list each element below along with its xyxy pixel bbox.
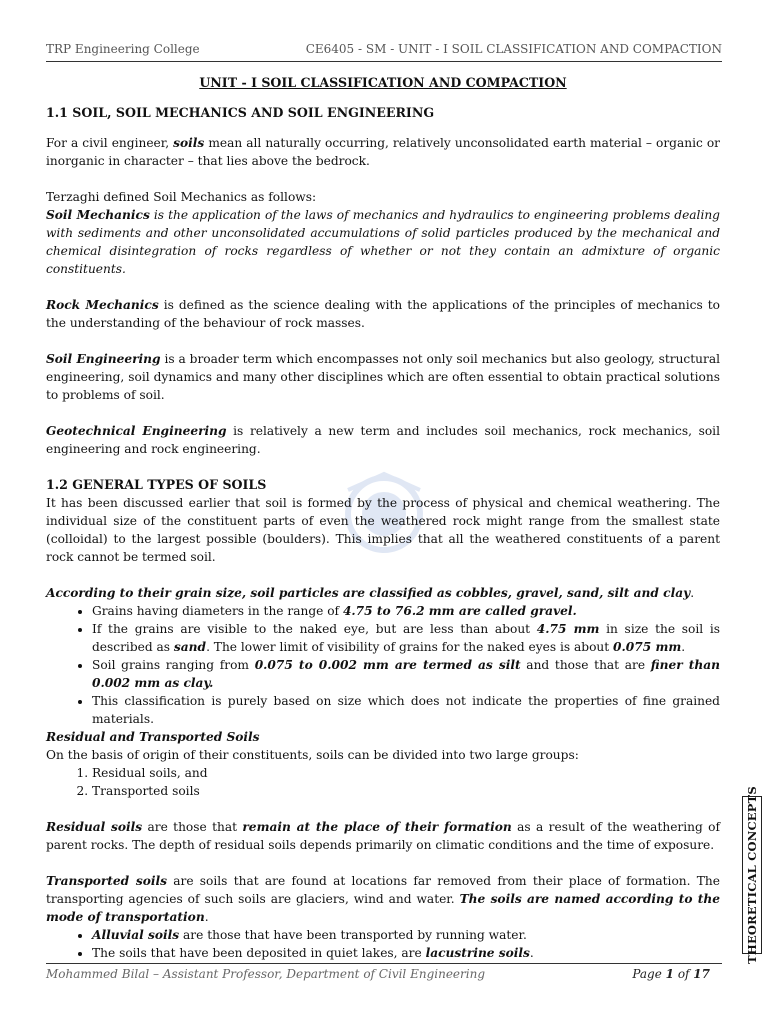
- page-number: Page 1 of 17: [632, 967, 710, 981]
- list-item: 1. Residual soils, and: [92, 764, 720, 782]
- side-tab-label: THEORETICAL CONCEPTS: [745, 786, 759, 964]
- paragraph-residual-soils: Residual soils are those that remain at the place of their formation as a result of the weathering of parent rocks. The depth of residual soils depends primarily on climatic conditions and the time of exposure.: [46, 820, 720, 852]
- page-header: [46, 42, 722, 62]
- paragraph-grain-size: According to their grain size, soil particles are classified as cobbles, gravel, sand, silt and clay.: [46, 586, 695, 600]
- list-item: • Soil grains ranging from 0.075 to 0.002 mm are termed as silt and those that are finer than 0.002 mm as clay.: [92, 656, 720, 692]
- list-item: • The soils that have been deposited in quiet lakes, are lacustrine soils.: [92, 944, 720, 962]
- list-item: 2. Transported soils: [92, 782, 720, 800]
- paragraph-soils-definition: For a civil engineer, soils mean all naturally occurring, relatively unconsolidated earth material – organic or inorganic in character – that lies above the bedrock.: [46, 136, 721, 168]
- list-item: • Grains having diameters in the range of 4.75 to 76.2 mm are called gravel.: [92, 602, 720, 620]
- list-item: • Alluvial soils are those that have been transported by running water.: [92, 926, 720, 944]
- subheading-residual-transported: Residual and Transported Soils: [46, 730, 260, 744]
- paragraph-soil-engineering: Soil Engineering is a broader term which encompasses not only soil mechanics but also geology, structural engineering, soil dynamics and many other disciplines which are often essential to obtain practical solutions to problems of soil.: [46, 352, 720, 402]
- list-item: • If the grains are visible to the naked eye, but are less than about 4.75 mm in size the soil is described as sand. The lower limit of visibility of grains for the naked eyes is about 0.075 mm.: [92, 620, 720, 656]
- paragraph-weathering: It has been discussed earlier that soil is formed by the process of physical and chemical weathering. The individual size of the constituent parts of even the weathered rock might range from the smallest state (colloidal) to the largest possible (boulders). This implies that all the weathered constituents of a parent rock cannot be termed soil.: [46, 496, 720, 564]
- paragraph-terzaghi: Terzaghi defined Soil Mechanics as follows:: [46, 190, 317, 204]
- list-item: • This classification is purely based on size which does not indicate the properties of fine grained materials.: [92, 692, 720, 728]
- grain-size-list: [46, 602, 720, 728]
- header-college: TRP Engineering College: [46, 42, 200, 56]
- paragraph-origin: On the basis of origin of their constituents, soils can be divided into two large groups:: [46, 748, 579, 762]
- document-body: [46, 74, 720, 962]
- footer-author: Mohammed Bilal – Assistant Professor, Department of Civil Engineering: [46, 967, 486, 981]
- page-footer: [46, 963, 722, 981]
- side-tab: [742, 786, 762, 964]
- section-heading-1-1: 1.1 SOIL, SOIL MECHANICS AND SOIL ENGINEERING: [46, 105, 435, 120]
- paragraph-transported-soils: Transported soils are soils that are found at locations far removed from their place of formation. The transporting agencies of such soils are glaciers, wind and water. The soils are named according to the mode of transportation.: [46, 874, 720, 924]
- transported-soils-list: [46, 926, 720, 962]
- section-heading-1-2: 1.2 GENERAL TYPES OF SOILS: [46, 477, 267, 492]
- document-title: UNIT - I SOIL CLASSIFICATION AND COMPACTION: [199, 75, 567, 90]
- soil-groups-list: [46, 764, 720, 800]
- paragraph-rock-mechanics: Rock Mechanics is defined as the science dealing with the applications of the principles of mechanics to the understanding of the behaviour of rock masses.: [46, 298, 721, 330]
- header-course: CE6405 - SM - UNIT - I SOIL CLASSIFICATION AND COMPACTION: [305, 42, 722, 56]
- paragraph-soil-mechanics: Soil Mechanics is the application of the laws of mechanics and hydraulics to engineering problems dealing with sediments and other unconsolidated accumulations of solid particles produced by the mechanical and chemical disintegration of rocks regardless of whether or not they contain an admixture of organic constituents.: [46, 208, 720, 276]
- paragraph-geotechnical-engineering: Geotechnical Engineering is relatively a new term and includes soil mechanics, rock mechanics, soil engineering and rock engineering.: [46, 424, 720, 456]
